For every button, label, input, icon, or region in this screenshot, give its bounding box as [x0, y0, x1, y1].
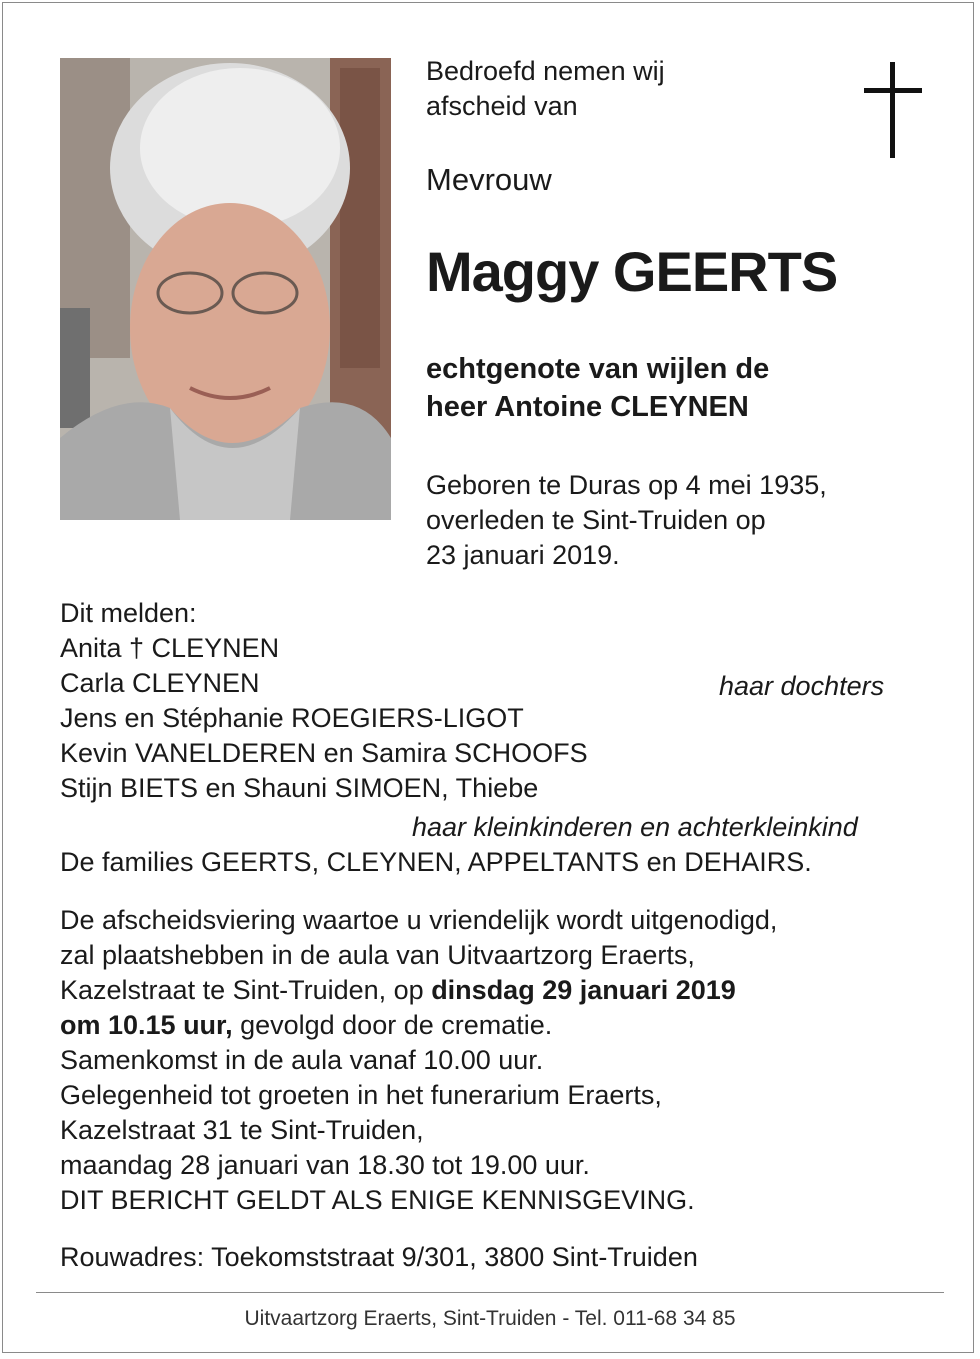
list-item: Jens en Stéphanie ROEGIERS-LIGOT [60, 703, 524, 733]
deceased-name: Maggy GEERTS [426, 240, 838, 303]
list-item: Anita † CLEYNEN [60, 633, 280, 663]
messengers-list [60, 596, 588, 806]
cross-icon [864, 62, 922, 158]
families-line: De families GEERTS, CLEYNEN, APPELTANTS en DEHAIRS. [60, 847, 812, 877]
spouse-text: echtgenote van wijlen de heer Antoine CLEYNEN [426, 353, 770, 423]
daughters-label: haar dochters [719, 671, 885, 701]
ceremony-date: dinsdag 29 januari 2019 [431, 975, 736, 1005]
salutation: Mevrouw [426, 162, 552, 197]
ceremony-text: De afscheidsviering waartoe u vriendelijk wordt uitgenodigd, zal plaatshebben in de aula van Uitvaartzorg Eraerts, Kazelstraat te Sint-Truiden, op dinsdag 29 januari 2019 om 10.15 uur, gevolgd door de crematie. Samenkomst in de aula vanaf 10.00 uur. Gelegenheid tot groeten in het funerarium Eraerts, Kazelstraat 31 te Sint-Truiden, maandag 28 januari van 18.30 tot 19.00 uur. DIT BERICHT GELDT ALS ENIGE KENNISGEVING. [60, 905, 778, 1215]
intro-text: Bedroefd nemen wij afscheid van [426, 56, 665, 121]
birth-death-text: Geboren te Duras op 4 mei 1935, overleden te Sint-Truiden op 23 januari 2019. [426, 470, 827, 570]
grandchildren-label: haar kleinkinderen en achterkleinkind [412, 812, 858, 842]
list-item: Kevin VANELDEREN en Samira SCHOOFS [60, 738, 588, 768]
footer-text: Uitvaartzorg Eraerts, Sint-Truiden - Tel. 011-68 34 85 [244, 1307, 736, 1330]
footer-divider [36, 1292, 944, 1293]
list-item: Carla CLEYNEN [60, 668, 260, 698]
list-item: Dit melden: [60, 598, 197, 628]
ceremony-time: om 10.15 uur, [60, 1010, 233, 1040]
portrait-photo [60, 58, 391, 520]
mourning-address: Rouwadres: Toekomststraat 9/301, 3800 Sint-Truiden [60, 1242, 698, 1272]
list-item: Stijn BIETS en Shauni SIMOEN, Thiebe [60, 773, 539, 803]
